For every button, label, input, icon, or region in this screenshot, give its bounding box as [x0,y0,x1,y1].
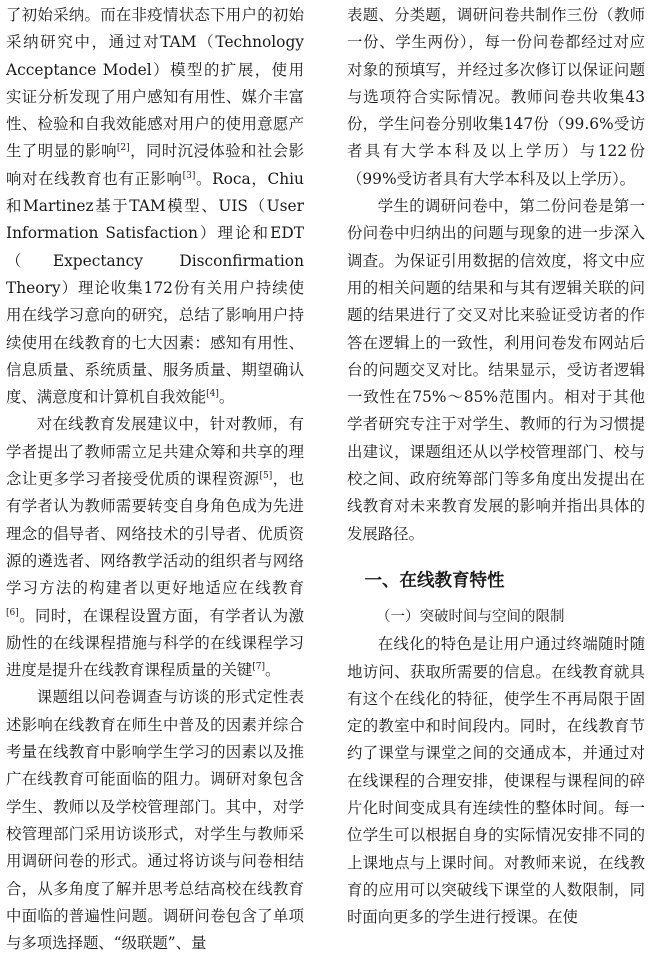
citation-3: [3] [182,170,196,181]
paragraph-online-features: 在线化的特色是让用户通过终端随时随地访问、获取所需要的信息。在线教育就具有这个在线化的特征，使学生不再局限于固定的教室中和时间段内。同时，在线教育节约了课堂与课堂之间的交通成本，并通过对在线课程的合理安排，使课程与课程间的碎片化时间变成具有连续性的整体时间。每一位学生可以根据自身的实际情况安排不同的上课地点与上课时间。对教师来说，在线教育的应用可以突破线下课堂的人数限制，同时面向更多的学生进行授课。在使 [347,635,645,927]
paragraph-cross-validation: 学生的调研问卷中，第二份问卷是第一份问卷中归纳出的问题与现象的进一步深入调查。为保证引用数据的信效度，将文中应用的相关问题的结果和与其有逻辑关联的问题的结果进行了交叉对比来验证受访者的作答在逻辑上的一致性，利用问卷发布网站后台的问题交叉对比。结果显示，受访者逻辑一致性在75%～85%范围内。相对于其他学者研究专注于对学生、教师的行为习惯提出建议，课题组还从以学校管理部门、校与校之间、政府统筹部门等多角度出发提出在线教育对未来教育发展的影响并指出具体的发展路径。 [347,197,645,543]
paragraph-text: 。 [218,388,235,407]
paragraph-development-suggestions [6,411,304,684]
paragraph-initial-adoption [6,2,304,411]
citation-5: [5] [259,470,273,481]
citation-6: [6] [6,607,19,618]
citation-7: [7] [252,662,266,672]
subsection-heading: （一）突破时间与空间的限制 [376,608,565,625]
paragraph-text: 了初始采纳。而在非疫情状态下用户的初始采纳研究中，通过对TAM（Technology Acceptance Model）模型的扩展，使用实证分析发现了用户感知有用性、媒介丰富性、检验和自我效能感对用户的使用意愿产生了明显的影响 [6,6,304,161]
paragraph-text: 。 [265,661,281,680]
paragraph-text: 。同时，在课程设置方面，有学者认为激励性的在线课程措施与科学的在线课程学习进度是提升在线教育课程质量的关键 [6,606,304,680]
paragraph-research-method: 课题组以问卷调查与访谈的形式定性表述影响在线教育在师生中普及的因素并综合考量在线教育中影响学生学习的因素以及推广在线教育可能面临的阻力。调研对象包含学生、教师以及学校管理部门。其中，对学校管理部门采用访谈形式，对学生与教师采用调研问卷的形式。通过将访谈与问卷相结合，从多角度了解并思考总结高校在线教育中面临的普遍性问题。调研问卷包含了单项与多项选择题、“级联题”、量 [6,688,304,953]
left-column [6,2,304,957]
citation-4: [4] [206,389,219,400]
paragraph-text: ，同时沉浸体验和社会影响对在线教育也有正影响 [6,142,304,188]
paragraph-text: ，也有学者认为教师需要转变自身角色成为先进理念的倡导者、网络技术的引导者、优质资源的遴选者、网络教学活动的组织者与网络学习方法的构建者以更好地适应在线教育 [6,470,304,598]
right-column [347,2,645,932]
section-heading: 一、在线教育特性 [364,570,505,591]
paragraph-questionnaire-details: 表题、分类题，调研问卷共制作三份（教师一份、学生两份），每一份问卷都经过对应对象的预填写，并经过多次修订以保证问题与选项符合实际情况。教师问卷共收集43份，学生问卷分别收集147份（99.6%受访者具有大学本科及以上学历）与122份（99%受访者具有大学本科及以上学历）。 [347,6,645,188]
citation-2: [2] [116,143,130,154]
paragraph-text: 。Roca，Chiu和Martinez基于TAM模型、UIS（User Information Satisfaction）理论和EDT（Expectancy Disconfirmation Theory）理论收集172份有关用户持续使用在线学习意向的研究，总结了影响用户持续使用在线教育的七大因素：感知有用性、信息质量、系统质量、服务质量、期望确认度、满意度和计算机自我效能 [6,169,304,407]
paragraph-text: 对在线教育发展建议中，针对教师，有学者提出了教师需立足共建众筹和共享的理念让更多学习者接受优质的课程资源 [6,415,304,489]
